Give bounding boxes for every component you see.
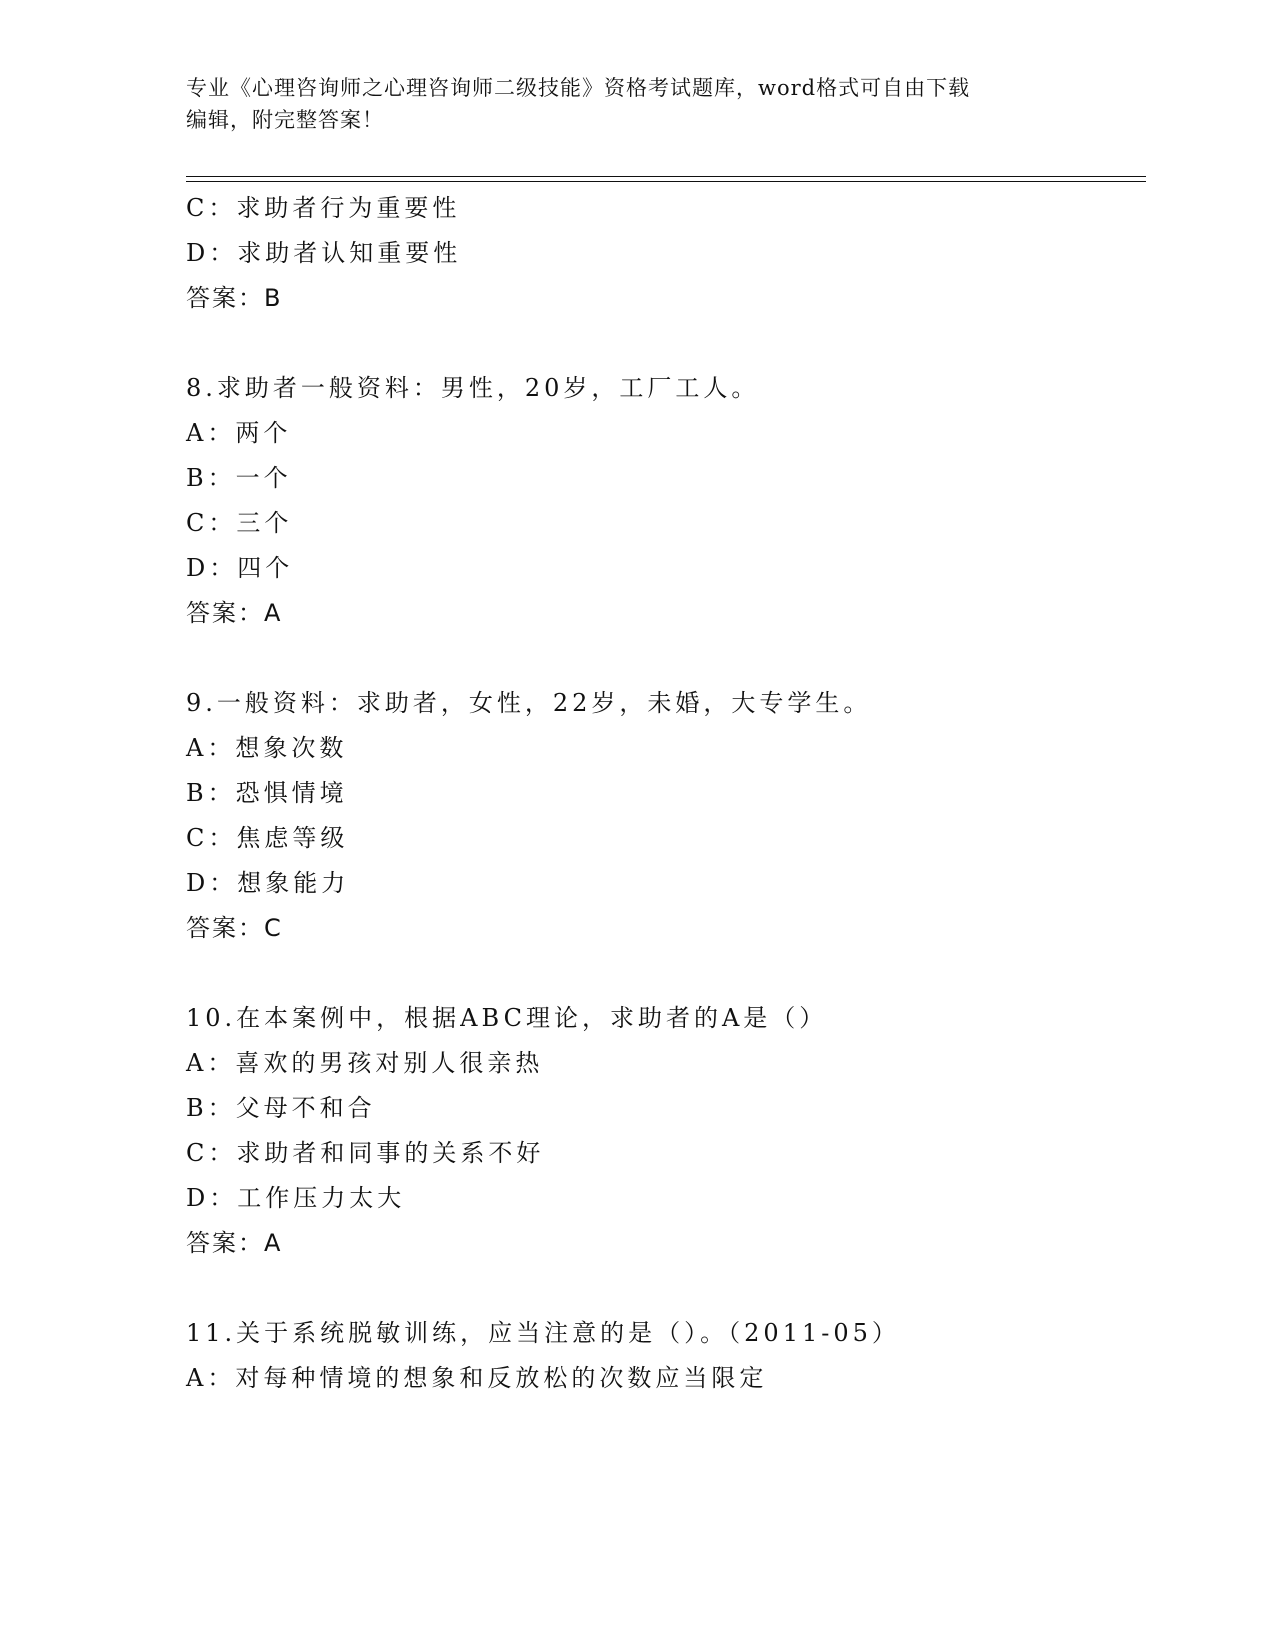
option-c: C：三个 — [186, 509, 293, 537]
document-header — [186, 72, 1066, 136]
header-divider-top — [186, 176, 1146, 177]
option-d: D：四个 — [186, 554, 294, 582]
option-c: C：求助者和同事的关系不好 — [186, 1139, 545, 1167]
option-a: A：对每种情境的想象和反放松的次数应当限定 — [186, 1364, 768, 1392]
option-d: D：求助者认知重要性 — [186, 239, 462, 267]
header-divider-bottom — [186, 181, 1146, 182]
answer-line: 答案：B — [186, 284, 283, 312]
option-a: A：想象次数 — [186, 734, 348, 762]
option-b: B：一个 — [186, 464, 292, 492]
question-9: 9.一般资料：求助者，女性，22岁，未婚，大专学生。 — [186, 689, 872, 717]
question-11: 11.关于系统脱敏训练，应当注意的是（）。（2011-05） — [186, 1319, 900, 1347]
option-b: B：父母不和合 — [186, 1094, 376, 1122]
question-10: 10.在本案例中，根据ABC理论，求助者的A是（） — [186, 1004, 828, 1032]
option-c: C：焦虑等级 — [186, 824, 349, 852]
option-d: D：工作压力太大 — [186, 1184, 406, 1212]
option-a: A：喜欢的男孩对别人很亲热 — [186, 1049, 544, 1077]
header-line-1: 专业《心理咨询师之心理咨询师二级技能》资格考试题库，word格式可自由下载 — [186, 76, 971, 100]
option-b: B：恐惧情境 — [186, 779, 348, 807]
answer-line: 答案：C — [186, 914, 283, 942]
option-a: A：两个 — [186, 419, 292, 447]
option-d: D：想象能力 — [186, 869, 350, 897]
option-c: C：求助者行为重要性 — [186, 194, 461, 222]
header-line-2: 编辑，附完整答案！ — [186, 108, 384, 132]
answer-line: 答案：A — [186, 1229, 283, 1257]
answer-line: 答案：A — [186, 599, 283, 627]
question-8: 8.求助者一般资料：男性，20岁，工厂工人。 — [186, 374, 760, 402]
